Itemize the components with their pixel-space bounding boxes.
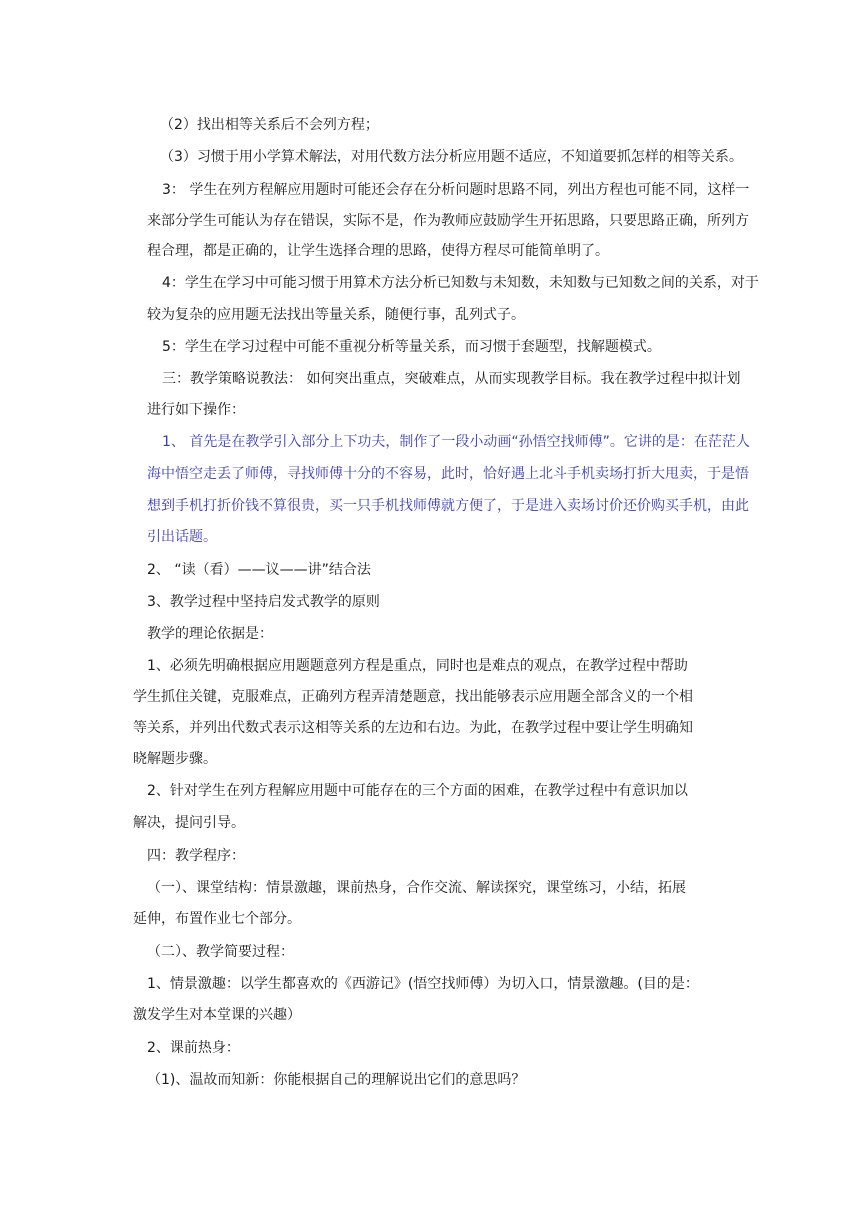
text-line: （二）、教学简要过程： <box>147 944 294 960</box>
text-line: 程合理，都是正确的，让学生选择合理的思路，使得方程尽可能简单明了。 <box>147 243 609 259</box>
text-line: 想到手机打折价钱不算很贵，买一只手机找师傅就方便了，于是进入卖场讨价还价购买手机，由此 <box>147 498 749 514</box>
text-line: （2）找出相等关系后不会列方程； <box>160 117 379 133</box>
text-line: 等关系，并列出代数式表示这相等关系的左边和右边。为此，在教学过程中要让学生明确知 <box>133 720 693 736</box>
text-line: 较为复杂的应用题无法找出等量关系，随便行事，乱列式子。 <box>147 307 525 323</box>
text-line: 海中悟空走丢了师傅，寻找师傅十分的不容易，此时，恰好遇上北斗手机卖场打折大甩卖，于是悟 <box>147 466 749 482</box>
text-line: 四：教学程序： <box>147 848 245 864</box>
text-line: 1、必须先明确根据应用题题意列方程是重点，同时也是难点的观点，在教学过程中帮助 <box>147 658 688 674</box>
text-line: 解决，提问引导。 <box>133 815 245 831</box>
text-line: 1、 首先是在教学引入部分上下功夫，制作了一段小动画“孙悟空找师傅”。它讲的是：在茫茫人 <box>162 434 750 450</box>
text-line: 激发学生对本堂课的兴趣） <box>133 1007 301 1023</box>
text-line: 1、情景激趣：以学生都喜欢的《西游记》(悟空找师傅）为切入口，情景激趣。(目的是： <box>147 976 699 992</box>
text-line: 2、针对学生在列方程解应用题中可能存在的三个方面的困难，在教学过程中有意识加以 <box>147 783 688 799</box>
text-line: 学生抓住关键，克服难点，正确列方程弄清楚题意，找出能够表示应用题全部含义的一个相 <box>133 689 693 705</box>
text-line: 2、 “读（看）——议——讲”结合法 <box>147 562 371 578</box>
text-line: 教学的理论依据是： <box>147 626 273 642</box>
text-line: 4：学生在学习中可能习惯于用算术方法分析已知数与未知数，未知数与已知数之间的关系，对于 <box>162 275 759 291</box>
text-line: 2、课前热身： <box>147 1040 240 1056</box>
text-line: 5：学生在学习过程中可能不重视分析等量关系，而习惯于套题型，找解题模式。 <box>162 339 661 355</box>
text-line: （3）习惯于用小学算术解法，对用代数方法分析应用题不适应，不知道要抓怎样的相等关系。 <box>160 149 743 165</box>
text-line: 来部分学生可能认为存在错误，实际不是，作为教师应鼓励学生开拓思路，只要思路正确，所列方 <box>147 213 749 229</box>
text-line: 三：教学策略说教法： 如何突出重点，突破难点，从而实现教学目标。我在教学过程中拟计划 <box>162 371 741 387</box>
text-line: 引出话题。 <box>147 529 217 545</box>
text-line: 晓解题步骤。 <box>133 751 217 767</box>
text-line: 3： 学生在列方程解应用题时可能还会存在分析问题时思路不同，列出方程也可能不同，这样一 <box>162 182 750 198</box>
text-line: 进行如下操作： <box>147 402 245 418</box>
text-line: 延伸，布置作业七个部分。 <box>133 911 301 927</box>
text-line: （1)、温故而知新：你能根据自己的理解说出它们的意思吗？ <box>147 1072 526 1088</box>
text-line: 3、教学过程中坚持启发式教学的原则 <box>147 594 380 610</box>
text-line: （一）、课堂结构：情景激趣，课前热身，合作交流、解读探究，课堂练习，小结，拓展 <box>147 880 686 896</box>
